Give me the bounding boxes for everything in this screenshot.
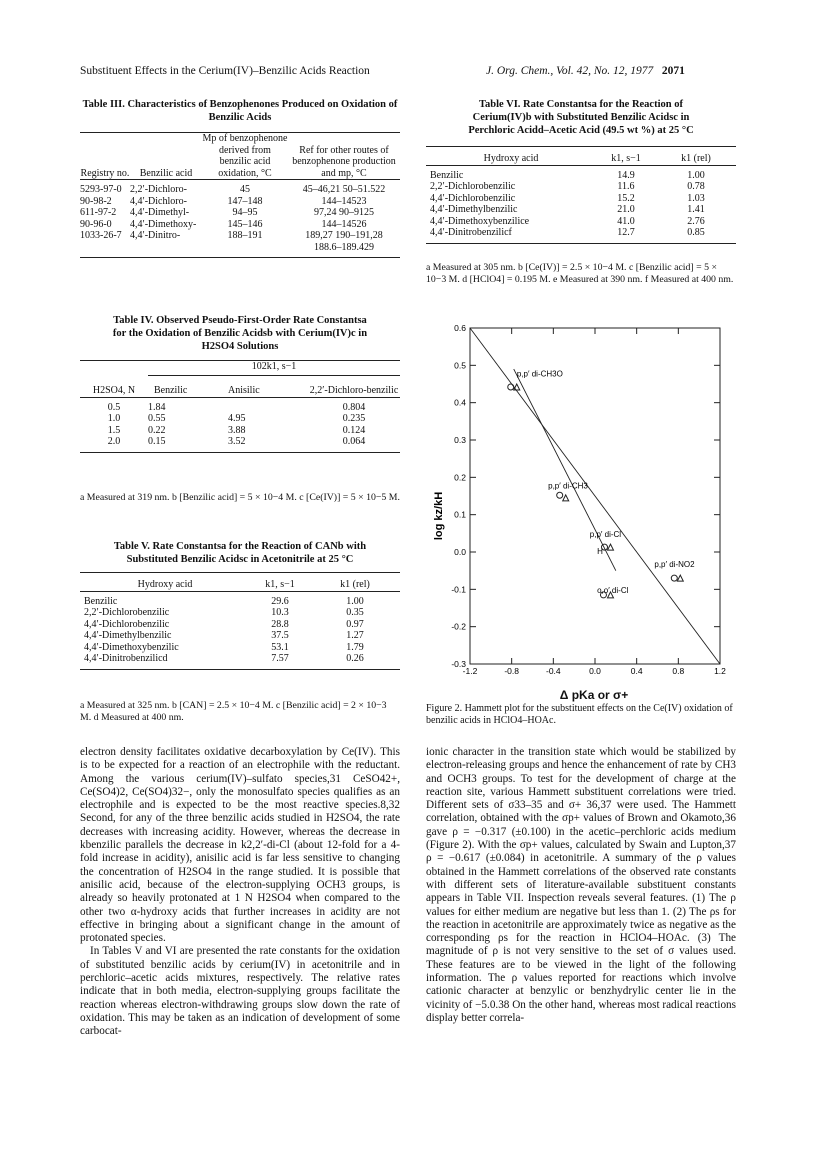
triangle-point — [514, 384, 520, 390]
table3-caption: Table III. Characteristics of Benzophenones Produced on Oxidation of Benzilic Acids — [82, 99, 398, 123]
right-column-text — [426, 746, 736, 1025]
running-header-right — [486, 65, 685, 77]
ref-cell: 97,24 90–9125 — [314, 207, 374, 218]
point-annotation: p,p′ di-NO2 — [654, 559, 695, 569]
point-annotation: H — [597, 546, 603, 556]
anisilic-cell — [228, 402, 308, 414]
y-tick-label: 0.1 — [454, 509, 466, 520]
x-tick-label: -0.4 — [546, 666, 561, 676]
rel-cell: 1.00 — [687, 169, 705, 181]
table4-caption-line2: for the Oxidation of Benzilic Acidsb with Cerium(IV)c in — [112, 328, 368, 339]
table-row — [80, 219, 400, 231]
table3-header-acid: Benzilic acid — [139, 167, 193, 179]
mp-cell: 94–95 — [232, 207, 258, 218]
figure2-caption: Figure 2. Hammett plot for the substituent effects on the Ce(IV) oxidation of benzilic acids in HClO4–HOAc. — [426, 703, 733, 726]
table-row — [80, 436, 400, 448]
x-tick-label: -0.8 — [504, 666, 519, 676]
mp-cell: 188–191 — [227, 230, 263, 241]
table3 — [80, 132, 400, 258]
table6-header-rel: k1 (rel) — [681, 153, 711, 164]
benzilic-cell: 0.22 — [148, 424, 166, 436]
rel-cell: 0.97 — [346, 618, 364, 630]
left-paragraph-2: In Tables V and VI are presented the rate constants for the oxidation of substituted benzilic acids by cerium(IV) in acetonitrile and in perchloric–acetic acids mixtures, respectively. The relative rates indicate that in both media, electron-supplying groups facilitate the reaction whereas electron-withdrawing groups slow down the rate of oxidation. This may be taken as an indication of development of some carbocat- — [80, 945, 400, 1038]
table6-caption-line1: Table VI. Rate Constantsa for the Reaction of — [479, 99, 683, 110]
table-row — [426, 227, 736, 239]
acid-cell: 2,2′-Dichlorobenzilic — [430, 181, 516, 192]
k1-cell: 29.6 — [271, 595, 289, 607]
y-tick-label: -0.2 — [451, 621, 466, 632]
table-row — [80, 207, 400, 219]
table-row — [80, 653, 400, 665]
table-row — [426, 170, 736, 182]
ref-cell: 45–46,21 50–51.522 — [302, 184, 386, 195]
table6-footnote: a Measured at 305 nm. b [Ce(IV)] = 2.5 × 10−4 M. c [Benzilic acid] = 5 × 10−3 M. d [HClO4] = 0.195 M. e Measured at 390 nm. f Measured at 400 nm. — [426, 262, 734, 285]
table5-caption-line2: Substituted Benzilic Acidsc in Acetonitrile at 25 °C — [126, 554, 354, 565]
mp-cell — [202, 242, 288, 254]
page-number: 2071 — [661, 65, 685, 77]
table-row — [80, 607, 400, 619]
dichloro-cell: 0.124 — [342, 424, 366, 436]
right-paragraph-1: ionic character in the transition state which would be stabilized by electron-releasing groups and hence the enhancement of rate by CH3 and OCH3 groups. To test for the development of charge at the reaction site, various Hammett substituent correlations were tried. Different sets of σ33–35 and σ+ 36,37 were used. The Hammett correlation, obtained with the σp+ values of Brown and Okamoto,36 gave ρ = −0.317 (±0.100) in the acetic–perchloric acids medium (Figure 2). With the σp+ values, calculated by Swain and Lupton,37 ρ = −0.617 (±0.084) in acetonitrile. A summary of the ρ values obtained in the Hammett correlations of the observed rate constants with different sets of literature-available substituent constants appears in Table VII. Inspection reveals several features. (1) The ρ values for either medium are negative but less than 1. (2) The ρs for the reaction in acetonitrile are approximately twice as negative as the corresponding ρs for the reaction in HClO4–HOAc. (3) The magnitude of ρ is not very sensitive to the set of σ values used. These features are to be viewed in the light of the following information. The ρ values reported for reactions which involve cationic character at benzylic or benzhydrylic center lie in the vicinity of −5.0.38 On the other hand, whereas most radical reactions display better correla- — [426, 746, 736, 1024]
acid-cell: 4,4′-Dimethylbenzilic — [84, 630, 172, 641]
table4-header-benzilic: Benzilic — [154, 385, 188, 396]
k1-cell: 7.57 — [271, 653, 289, 664]
ref-cell: 188.6–189.429 — [314, 241, 374, 253]
left-paragraph-1: electron density facilitates oxidative decarboxylation by Ce(IV). This is to be expected for a reaction of an electrophile with the reductant. Among the various cerium(IV)–sulfato species,31 CeSO42+, Ce(SO4)2, Ce(SO4)32−, only the monosulfato species qualifies as an electrophile and is expected to be the most reactive species.8,32 Second, for any of the three benzilic acids studied in H2SO4, the rate decreases with increasing acidity. However, whereas the decrease in kbenzilic parallels the decrease in k2,2′-di-Cl (about 12-fold for a 4-fold increase in acidity), anisilic acid is far less sensitive to changing the concentration of H2SO4 in the range studied. It is possible that anisilic acid, because of the electron-supplying OCH3 groups, is already so heavily protonated at 1 N H2SO4 when compared to the other two α-hydroxy acids that further increases in acidity are not effective in bringing about a significant change in the amount of protonated species. — [80, 746, 400, 945]
table6-caption-line2: Cerium(IV)b with Substituted Benzilic Acidsc in — [472, 112, 690, 123]
table3-header-mp: Mp of benzophenone derived from benzilic acid oxidation, °C — [202, 133, 288, 179]
triangle-point — [677, 575, 683, 581]
k1-cell: 10.3 — [271, 607, 289, 618]
x-tick-label: 0.0 — [589, 666, 601, 676]
normality-cell: 1.0 — [107, 413, 121, 424]
running-header-left: Substituent Effects in the Cerium(IV)–Benzilic Acids Reaction — [80, 65, 370, 77]
circle-point — [557, 492, 563, 498]
normality-cell: 1.5 — [107, 424, 121, 436]
registry-cell: 90-96-0 — [80, 218, 112, 230]
dichloro-cell: 0.804 — [342, 401, 366, 413]
point-annotation: p,p′ di-Cl — [589, 530, 622, 540]
rel-cell: 1.27 — [346, 630, 364, 641]
acid-cell: 4,4′-Dinitrobenzilicf — [430, 227, 512, 238]
y-tick-label: 0.5 — [454, 360, 466, 371]
table4-header-dichloro: 2,2′-Dichloro-benzilic — [309, 385, 399, 396]
table-row — [80, 425, 400, 437]
rel-cell: 1.03 — [687, 192, 705, 204]
rel-cell: 0.35 — [346, 607, 364, 618]
benzilic-cell: 0.55 — [148, 413, 166, 424]
mp-cell: 45 — [240, 184, 250, 195]
k1-cell: 53.1 — [271, 641, 289, 653]
rel-cell: 0.78 — [687, 181, 705, 192]
point-annotation: p,p′ di-CH3 — [548, 481, 588, 491]
acid-cell: Benzilic — [84, 595, 118, 607]
table-row — [80, 596, 400, 608]
circle-point — [671, 575, 677, 581]
acid-cell: Benzilic — [430, 169, 464, 181]
table4-header-h2so4: H2SO4, N — [92, 385, 136, 396]
x-tick-label: 0.4 — [630, 666, 643, 676]
circle-point — [508, 384, 514, 390]
ref-cell: 144–14526 — [321, 218, 367, 230]
normality-cell: 2.0 — [107, 436, 121, 447]
table3-header-registry: Registry no. — [80, 167, 130, 179]
table5 — [80, 572, 400, 670]
acid-cell — [130, 242, 202, 254]
table4-caption-line1: Table IV. Observed Pseudo-First-Order Rate Constantsa — [113, 315, 367, 326]
table6-header-k1: k1, s−1 — [611, 153, 641, 164]
benzilic-cell: 1.84 — [148, 401, 166, 413]
acid-cell: 4,4′-Dimethoxy- — [130, 218, 197, 230]
acid-cell: 2,2′-Dichloro- — [130, 184, 187, 195]
anisilic-cell: 3.52 — [228, 436, 246, 447]
table6-caption — [426, 98, 736, 137]
k1-cell: 15.2 — [617, 192, 635, 204]
table5-footnote: a Measured at 325 nm. b [CAN] = 2.5 × 10−4 M. c [Benzilic acid] = 2 × 10−3 M. d Measured at 400 nm. — [80, 700, 387, 723]
k1-cell: 14.9 — [617, 169, 635, 181]
y-tick-label: -0.1 — [451, 584, 466, 595]
anisilic-cell: 4.95 — [228, 413, 246, 424]
k1-cell: 41.0 — [617, 215, 635, 227]
k1-cell: 28.8 — [271, 618, 289, 630]
registry-cell — [80, 242, 130, 254]
regression-line — [470, 328, 720, 664]
table-row — [426, 204, 736, 216]
y-tick-label: 0.6 — [454, 323, 466, 333]
table5-caption-line1: Table V. Rate Constantsa for the Reaction of CANb with — [113, 541, 367, 552]
rel-cell: 1.00 — [346, 595, 364, 607]
table4-footnote: a Measured at 319 nm. b [Benzilic acid] = 5 × 10−4 M. c [Ce(IV)] = 5 × 10−5 M. — [80, 492, 400, 503]
x-axis-label: Δ pKa or σ+ — [559, 688, 629, 702]
table-row — [80, 230, 400, 242]
rel-cell: 0.85 — [687, 227, 705, 238]
rel-cell: 1.79 — [346, 641, 364, 653]
acid-cell: 4,4′-Dimethoxybenzilice — [430, 215, 530, 227]
registry-cell: 5293-97-0 — [80, 184, 122, 195]
registry-cell: 1033-26-7 — [80, 230, 122, 241]
y-tick-label: 0.4 — [454, 397, 466, 408]
acid-cell: 4,4′-Dichloro- — [130, 195, 187, 207]
hammett-plot — [420, 318, 736, 694]
acid-cell: 4,4′-Dinitro- — [130, 230, 181, 241]
table-row — [80, 630, 400, 642]
table-row — [80, 402, 400, 414]
acid-cell: 2,2′-Dichlorobenzilic — [84, 607, 170, 618]
k1-cell: 21.0 — [617, 204, 635, 215]
acid-cell: 4,4′-Dimethyl- — [130, 207, 190, 218]
benzilic-cell: 0.15 — [148, 436, 166, 447]
table-row — [426, 193, 736, 205]
point-annotation: o,o′ di-Cl — [597, 586, 629, 596]
x-tick-label: 1.2 — [714, 666, 726, 676]
table-row — [426, 216, 736, 228]
ref-cell: 189,27 190–191,28 — [305, 230, 383, 241]
registry-cell: 611-97-2 — [80, 207, 117, 218]
table4-group-header: 102k1, s−1 — [148, 361, 400, 376]
registry-cell: 90-98-2 — [80, 195, 112, 207]
table5-header-acid: Hydroxy acid — [137, 579, 193, 590]
point-annotation: p,p′ di-CH3O — [516, 369, 563, 379]
table5-header-rel: k1 (rel) — [340, 579, 370, 590]
y-tick-label: -0.3 — [451, 659, 466, 669]
k1-cell: 12.7 — [617, 227, 635, 238]
triangle-point — [608, 544, 614, 550]
triangle-point — [563, 495, 569, 501]
y-axis-label: log kz/kH — [433, 491, 445, 541]
normality-cell: 0.5 — [107, 401, 121, 413]
k1-cell: 37.5 — [271, 630, 289, 641]
acid-cell: 4,4′-Dimethoxybenzilic — [84, 641, 179, 653]
y-tick-label: 0.0 — [454, 547, 466, 557]
acid-cell: 4,4′-Dichlorobenzilic — [430, 192, 516, 204]
table5-caption — [80, 540, 400, 566]
mp-cell: 147–148 — [227, 195, 263, 207]
y-tick-label: 0.3 — [454, 435, 466, 445]
table-row — [426, 181, 736, 193]
rel-cell: 1.41 — [687, 204, 705, 215]
table5-header-k1: k1, s−1 — [265, 579, 295, 590]
ref-cell: 144–14523 — [321, 195, 367, 207]
y-tick-label: 0.2 — [454, 472, 466, 483]
table-row — [80, 642, 400, 654]
acid-cell: 4,4′-Dichlorobenzilic — [84, 618, 170, 630]
table6 — [426, 146, 736, 244]
x-tick-label: 0.8 — [672, 666, 685, 676]
acid-cell: 4,4′-Dimethylbenzilic — [430, 204, 518, 215]
table-row — [80, 413, 400, 425]
table-row — [80, 196, 400, 208]
table6-header-acid: Hydroxy acid — [483, 153, 539, 164]
mp-cell: 145–146 — [227, 218, 263, 230]
regression-line — [514, 369, 616, 571]
left-column-text — [80, 746, 400, 1039]
k1-cell: 11.6 — [617, 181, 635, 192]
table-row — [80, 184, 400, 196]
dichloro-cell: 0.235 — [342, 413, 366, 424]
x-tick-label: -1.2 — [462, 666, 478, 676]
journal-citation: J. Org. Chem., Vol. 42, No. 12, 1977 — [486, 65, 654, 77]
table6-caption-line3: Perchloric Acidd–Acetic Acid (49.5 wt %) at 25 °C — [468, 125, 694, 136]
table3-header-ref: Ref for other routes of benzophenone production and mp, °C — [292, 144, 396, 179]
rel-cell: 2.76 — [687, 215, 705, 227]
table-row — [80, 242, 400, 254]
anisilic-cell: 3.88 — [228, 424, 246, 436]
table4-caption-line3: H2SO4 Solutions — [201, 341, 279, 352]
acid-cell: 4,4′-Dinitrobenzilicd — [84, 653, 168, 664]
table-row — [80, 619, 400, 631]
table4 — [80, 360, 400, 453]
table4-caption — [80, 314, 400, 353]
rel-cell: 0.26 — [346, 653, 364, 664]
dichloro-cell: 0.064 — [342, 436, 366, 447]
table4-header-anisilic: Anisilic — [228, 385, 260, 396]
